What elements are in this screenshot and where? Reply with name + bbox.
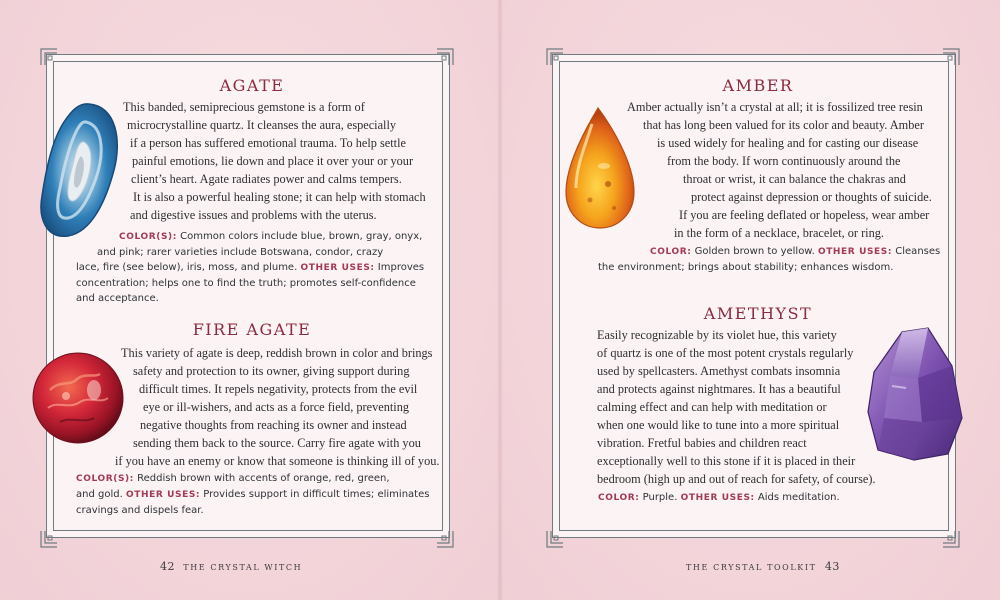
section-title-fire-agate: FIRE AGATE xyxy=(192,320,312,339)
section-title-amber: AMBER xyxy=(722,76,794,95)
fire-agate-colors-and-uses: COLOR(S): Reddish brown with accents of orange, red, green, and gold. OTHER USES: Provides support in difficult times; eliminates cravings and dispels fear. xyxy=(76,473,430,516)
agate-description: This banded, semiprecious gemstone is a form of microcrystalline quartz. It cleanses the aura, especially if a person has suffered emotional trauma. To help settle painful emotions, lie down and place it over your or your client’s heart. Agate radiates power and calms tempers. It is also a powerful healing stone; it can help with stomach and digestive issues and problems with the uterus. xyxy=(123,100,426,222)
frame-corner-ornament xyxy=(942,530,960,548)
frame-corner-ornament xyxy=(436,48,454,66)
frame-corner-ornament xyxy=(40,48,58,66)
frame-corner-ornament xyxy=(942,48,960,66)
running-title-right: THE CRYSTAL TOOLKIT xyxy=(686,563,817,572)
section-title-amethyst: AMETHYST xyxy=(703,304,813,323)
amber-colors-and-uses: COLOR: Golden brown to yellow. OTHER USES: Cleanses the environment; brings about stability; enhances wisdom. xyxy=(598,246,941,273)
frame-corner-ornament xyxy=(546,48,564,66)
amethyst-colors-and-uses: COLOR: Purple. OTHER USES: Aids meditation. xyxy=(598,492,840,503)
right-page-folio xyxy=(686,560,840,573)
fire-agate-description: This variety of agate is deep, reddish brown in color and brings safety and protection to its owner, giving support during difficult times. It repels negativity, protects from the evil eye or ill-wishers, and acts as a force field, preventing negative thoughts from reaching its owner and instead sending them back to the source. Carry fire agate with you if you have an enemy or know that someone is thinking ill of you. xyxy=(115,346,440,468)
amethyst-description: Easily recognizable by its violet hue, this variety of quartz is one of the most potent crystals regularly used by spellcasters. Amethyst combats insomnia and protects against nightmares. It has a beautiful calming effect and can help with meditation or when one would like to tune into a more spiritual vibration. Fretful babies and children react exceptionally well to this stone if it is placed in their bedroom (high up and out of reach for safety, of course). xyxy=(597,328,876,486)
running-title-left: THE CRYSTAL WITCH xyxy=(183,563,303,572)
page-number-42: 42 xyxy=(160,560,175,573)
left-page-folio xyxy=(160,560,302,573)
page-number-43: 43 xyxy=(824,560,840,573)
frame-corner-ornament xyxy=(546,530,564,548)
section-title-agate: AGATE xyxy=(219,76,285,95)
frame-corner-ornament xyxy=(40,530,58,548)
amber-description: Amber actually isn’t a crystal at all; it is fossilized tree resin that has long been valued for its color and beauty. Amber is used widely for healing and for casting our disease from the body. If worn continuously around the throat or wrist, it can balance the chakras and protect against depression or thoughts of suicide. If you are feeling deflated or hopeless, wear amber in the form of a necklace, bracelet, or ring. xyxy=(627,100,932,240)
agate-colors-and-uses: COLOR(S): Common colors include blue, brown, gray, onyx, and pink; rarer varieties include Botswana, condor, crazy lace, fire (see below), iris, moss, and plume. OTHER USES: Improves concentration; helps one to find the truth; promotes self-confidence and acceptance. xyxy=(76,231,425,304)
frame-corner-ornament xyxy=(436,530,454,548)
